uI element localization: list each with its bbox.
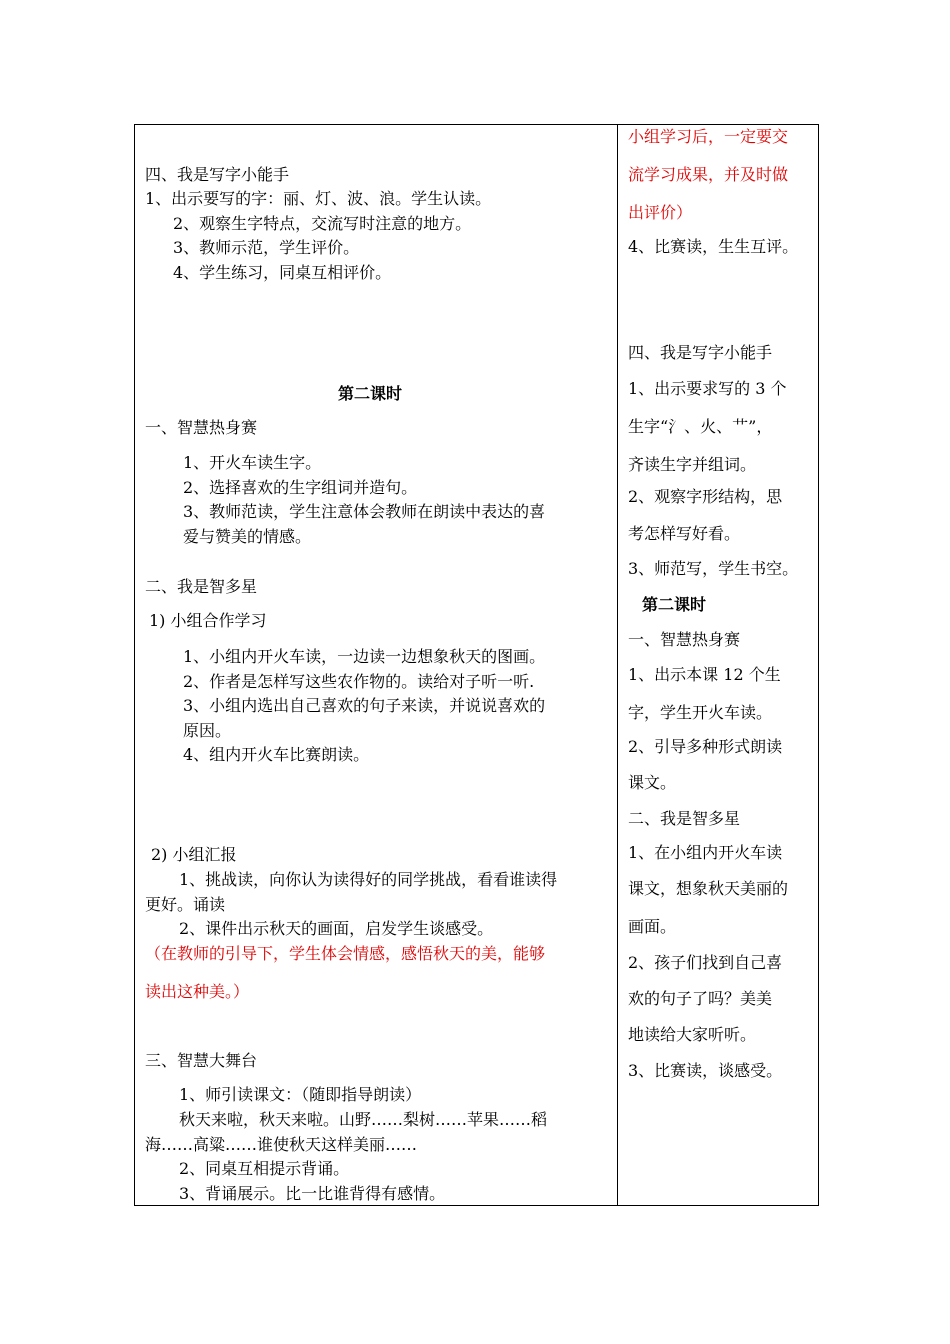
left-text-line: 1、挑战读，向你认为读得好的同学挑战，看看谁读得 — [179, 870, 558, 889]
left-column — [135, 125, 617, 1205]
right-text-line: 3、师范写，学生书空。 — [628, 559, 799, 578]
left-text-line: 3、教师范读，学生注意体会教师在朗读中表达的喜 — [183, 502, 546, 521]
right-text-line: 地读给大家听听。 — [628, 1025, 757, 1044]
right-text-line: 出评价） — [628, 203, 693, 222]
left-text-line: 海……高粱……谁使秋天这样美丽…… — [145, 1135, 418, 1154]
left-text-line: 3、教师示范，学生评价。 — [173, 238, 360, 257]
right-text-line: 小组学习后，一定要交 — [628, 127, 789, 146]
left-text-line: 更好。诵读 — [145, 895, 226, 914]
left-text-line: 二、我是智多星 — [145, 577, 258, 596]
left-text-line: 1、出示要写的字：丽、灯、波、浪。学生认读。 — [145, 189, 492, 208]
right-text-line: 1、在小组内开火车读 — [628, 843, 783, 862]
right-text-line: 课文，想象秋天美丽的 — [628, 879, 789, 898]
right-text-line: 2、观察字形结构，思 — [628, 487, 783, 506]
left-text-line: 读出这种美。） — [145, 982, 250, 1001]
left-text-line: 爱与赞美的情感。 — [183, 527, 312, 546]
right-text-line: 2、孩子们找到自己喜 — [628, 953, 783, 972]
left-text-line: 4、组内开火车比赛朗读。 — [183, 745, 370, 764]
left-text-line: 原因。 — [183, 721, 232, 740]
right-text-line: 欢的句子了吗？美美 — [628, 989, 773, 1008]
left-text-line: 1、小组内开火车读，一边读一边想象秋天的图画。 — [183, 647, 546, 666]
right-text-line: 画面。 — [628, 917, 677, 936]
right-text-line: 字，学生开火车读。 — [628, 703, 773, 722]
right-text-line: 第二课时 — [642, 595, 707, 614]
left-text-line: 一、智慧热身赛 — [145, 418, 258, 437]
left-text-line: 2、作者是怎样写这些农作物的。读给对子听一听. — [183, 672, 535, 691]
left-text-line: （在教师的引导下，学生体会情感，感悟秋天的美，能够 — [145, 944, 546, 963]
left-text-line: 2、同桌互相提示背诵。 — [179, 1159, 350, 1178]
right-text-line: 流学习成果，并及时做 — [628, 165, 789, 184]
right-text-line: 1、出示要求写的 3 个 — [628, 379, 787, 398]
left-text-line: 2、选择喜欢的生字组词并造句。 — [183, 478, 418, 497]
right-text-line: 3、比赛读，谈感受。 — [628, 1061, 783, 1080]
left-text-line: 四、我是写字小能手 — [145, 165, 290, 184]
right-column — [618, 125, 818, 1205]
left-text-line: 秋天来啦，秋天来啦。山野……梨树……苹果……稻 — [179, 1110, 548, 1129]
right-text-line: 四、我是写字小能手 — [628, 343, 773, 362]
left-text-line: 1) 小组合作学习 — [149, 611, 267, 630]
left-text-line: 2、课件出示秋天的画面，启发学生谈感受。 — [179, 919, 494, 938]
left-text-line: 三、智慧大舞台 — [145, 1051, 258, 1070]
right-text-line: 4、比赛读，生生互评。 — [628, 237, 799, 256]
right-text-line: 1、出示本课 12 个生 — [628, 665, 781, 684]
left-text-line: 2) 小组汇报 — [151, 845, 237, 864]
left-text-line: 3、小组内选出自己喜欢的句子来读，并说说喜欢的 — [183, 696, 546, 715]
left-text-line: 4、学生练习，同桌互相评价。 — [173, 263, 392, 282]
right-text-line: 一、智慧热身赛 — [628, 630, 741, 649]
left-text-line: 1、开火车读生字。 — [183, 453, 322, 472]
right-text-line: 2、引导多种形式朗读 — [628, 737, 783, 756]
left-text-line: 1、师引读课文：（随即指导朗读） — [179, 1085, 422, 1104]
right-text-line: 二、我是智多星 — [628, 809, 741, 828]
left-text-line: 第二课时 — [338, 384, 403, 403]
lesson-table — [134, 124, 819, 1206]
left-text-line: 2、观察生字特点，交流写时注意的地方。 — [173, 214, 472, 233]
right-text-line: 齐读生字并组词。 — [628, 455, 757, 474]
right-text-line: 考怎样写好看。 — [628, 524, 741, 543]
right-text-line: 课文。 — [628, 773, 677, 792]
right-text-line: 生字“氵、火、艹”， — [628, 417, 773, 436]
left-text-line: 3、背诵展示。比一比谁背得有感情。 — [179, 1184, 446, 1203]
